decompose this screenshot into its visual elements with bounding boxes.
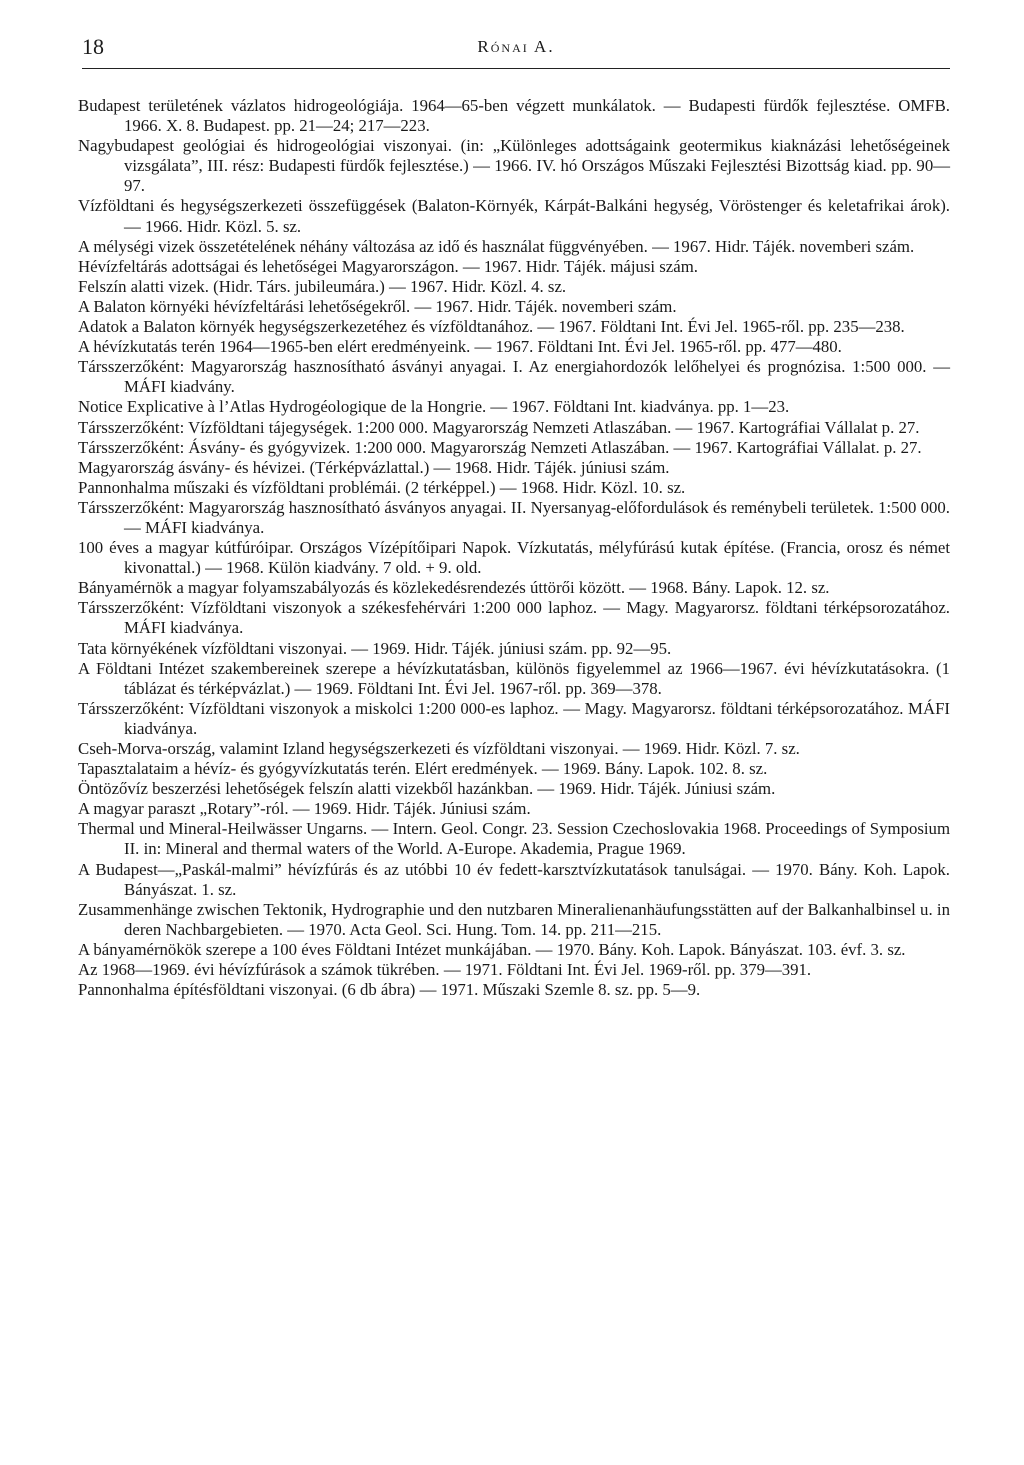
bibliography-entry: Társszerzőként: Vízföldtani viszonyok a miskolci 1:200 000-es laphoz. — Magy. Magyarorsz. földtani térképsorozatához. MÁFI kiadványa. — [78, 698, 950, 738]
bibliography-entry: A hévízkutatás terén 1964—1965-ben elért eredményeink. — 1967. Földtani Int. Évi Jel. 1965-ről. pp. 477—480. — [78, 337, 842, 357]
bibliography-entry: Bányamérnök a magyar folyamszabályozás és közlekedésrendezés úttörői között. — 1968. Bány. Lapok. 12. sz. — [78, 578, 830, 598]
bibliography-entry: Társszerzőként: Ásvány- és gyógyvizek. 1:200 000. Magyarország Nemzeti Atlaszában. — 1967. Kartográfiai Vállalat. p. 27. — [78, 437, 922, 457]
bibliography-entry: Cseh-Morva-ország, valamint Izland hegységszerkezeti és vízföldtani viszonyai. — 1969. Hidr. Közl. 7. sz. — [78, 739, 800, 758]
bibliography-entry: A Balaton környéki hévízfeltárási lehetőségekről. — 1967. Hidr. Tájék. novemberi szám. — [78, 296, 677, 316]
bibliography-entry: Pannonhalma műszaki és vízföldtani problémái. (2 térképpel.) — 1968. Hidr. Közl. 10. sz. — [78, 477, 686, 497]
bibliography-entry: Adatok a Balaton környék hegységszerkezetéhez és vízföldtanához. — 1967. Földtani Int. Évi Jel. 1965-ről. pp. 235—238. — [78, 317, 905, 337]
bibliography-entry: A magyar paraszt „Rotary”-ról. — 1969. Hidr. Tájék. Júniusi szám. — [78, 799, 531, 819]
bibliography-entry: Thermal und Mineral-Heilwässer Ungarns. — Intern. Geol. Congr. 23. Session Czechoslovakia 1968. Proceedings of Symposium II. in: Mineral and thermal waters of the World. A-Europe. Akademia, Prague 1969. — [78, 819, 950, 859]
bibliography-entry: Társszerzőként: Magyarország hasznosítható ásványos anyagai. II. Nyersanyag-előfordulások és reménybeli területek. 1:500 000. — MÁFI kiadványa. — [78, 497, 950, 537]
bibliography-entry: Vízföldtani és hegységszerkezeti összefüggések (Balaton-Környék, Kárpát-Balkáni hegység, Vöröstenger és keletafrikai árok). — 1966. Hidr. Közl. 5. sz. — [78, 196, 950, 236]
bibliography-list — [78, 96, 950, 1000]
running-head: Rónai A. — [477, 37, 555, 56]
bibliography-entry: Hévízfeltárás adottságai és lehetőségei Magyarországon. — 1967. Hidr. Tájék. májusi szám. — [78, 256, 698, 276]
bibliography-entry: Tapasztalataim a hévíz- és gyógyvízkutatás terén. Elért eredmények. — 1969. Bány. Lapok. 102. 8. sz. — [78, 759, 768, 779]
bibliography-entry: Társszerzőként: Vízföldtani viszonyok a székesfehérvári 1:200 000 laphoz. — Magy. Magyarorsz. földtani térképsorozatához. MÁFI kiadványa. — [78, 598, 950, 638]
bibliography-entry: A Budapest—„Paskál-malmi” hévízfúrás és az utóbbi 10 év fedett-karsztvízkutatások tanulságai. — 1970. Bány. Koh. Lapok. Bányászat. 1. sz. — [78, 859, 950, 899]
bibliography-entry: Tata környékének vízföldtani viszonyai. — 1969. Hidr. Tájék. júniusi szám. pp. 92—95. — [78, 638, 672, 658]
bibliography-entry: Társszerzőként: Vízföldtani tájegységek. 1:200 000. Magyarország Nemzeti Atlaszában. — 1967. Kartográfiai Vállalat p. 27. — [78, 417, 920, 437]
bibliography-entry: Felszín alatti vizek. (Hidr. Társ. jubileumára.) — 1967. Hidr. Közl. 4. sz. — [78, 276, 567, 296]
bibliography-entry: Magyarország ásvány- és hévizei. (Térképvázlattal.) — 1968. Hidr. Tájék. júniusi szám. — [78, 457, 670, 477]
bibliography-entry: A mélységi vizek összetételének néhány változása az idő és használat függvényében. — 1967. Hidr. Tájék. novemberi szám. — [78, 236, 915, 256]
bibliography-entry: A bányamérnökök szerepe a 100 éves Földtani Intézet munkájában. — 1970. Bány. Koh. Lapok. Bányászat. 103. évf. 3. sz. — [78, 939, 906, 959]
bibliography-entry: Öntözővíz beszerzési lehetőségek felszín alatti vizekből hazánkban. — 1969. Hidr. Tájék. Júniusi szám. — [78, 779, 776, 799]
bibliography-entry: Zusammenhänge zwischen Tektonik, Hydrographie und den nutzbaren Mineralienanhäufungsstätten auf der Balkanhalbinsel u. in deren Nachbargebieten. — 1970. Acta Geol. Sci. Hung. Tom. 14. pp. 211—215. — [78, 899, 950, 939]
bibliography-entry: 100 éves a magyar kútfúróipar. Országos Vízépítőipari Napok. Vízkutatás, mélyfúrású kutak építése. (Francia, orosz és német kivonattal.) — 1968. Külön kiadvány. 7 old. + 9. old. — [78, 538, 950, 578]
bibliography-entry: Társszerzőként: Magyarország hasznosítható ásványi anyagai. I. Az energiahordozók lelőhelyei és prognózisa. 1:500 000. — MÁFI kiadvány. — [78, 357, 950, 397]
bibliography-entry: Nagybudapest geológiai és hidrogeológiai viszonyai. (in: „Különleges adottságaink geotermikus kiaknázási lehetőségeinek vizsgálata”, III. rész: Budapesti fürdők fejlesztése.) — 1966. IV. hó Országos Műszaki Fejlesztési Bizottság kiad. pp. 90—97. — [78, 136, 950, 196]
page-number: 18 — [82, 34, 104, 59]
bibliography-entry: A Földtani Intézet szakembereinek szerepe a hévízkutatásban, különös figyelemmel az 1966—1967. évi hévízkutatásokra. (1 táblázat és térképvázlat.) — 1969. Földtani Int. Évi Jel. 1967-ről. pp. 369—378. — [78, 658, 950, 698]
bibliography-entry: Budapest területének vázlatos hidrogeológiája. 1964—65-ben végzett munkálatok. — Budapesti fürdők fejlesztése. OMFB. 1966. X. 8. Budapest. pp. 21—24; 217—223. — [78, 96, 950, 136]
bibliography-entry: Az 1968—1969. évi hévízfúrások a számok tükrében. — 1971. Földtani Int. Évi Jel. 1969-ről. pp. 379—391. — [78, 960, 812, 980]
bibliography-entry: Notice Explicative à l’Atlas Hydrogéologique de la Hongrie. — 1967. Földtani Int. kiadványa. pp. 1—23. — [78, 397, 790, 417]
bibliography-entry: Pannonhalma építésföldtani viszonyai. (6 db ábra) — 1971. Műszaki Szemle 8. sz. pp. 5—9. — [78, 980, 701, 1000]
page-header — [82, 34, 950, 69]
